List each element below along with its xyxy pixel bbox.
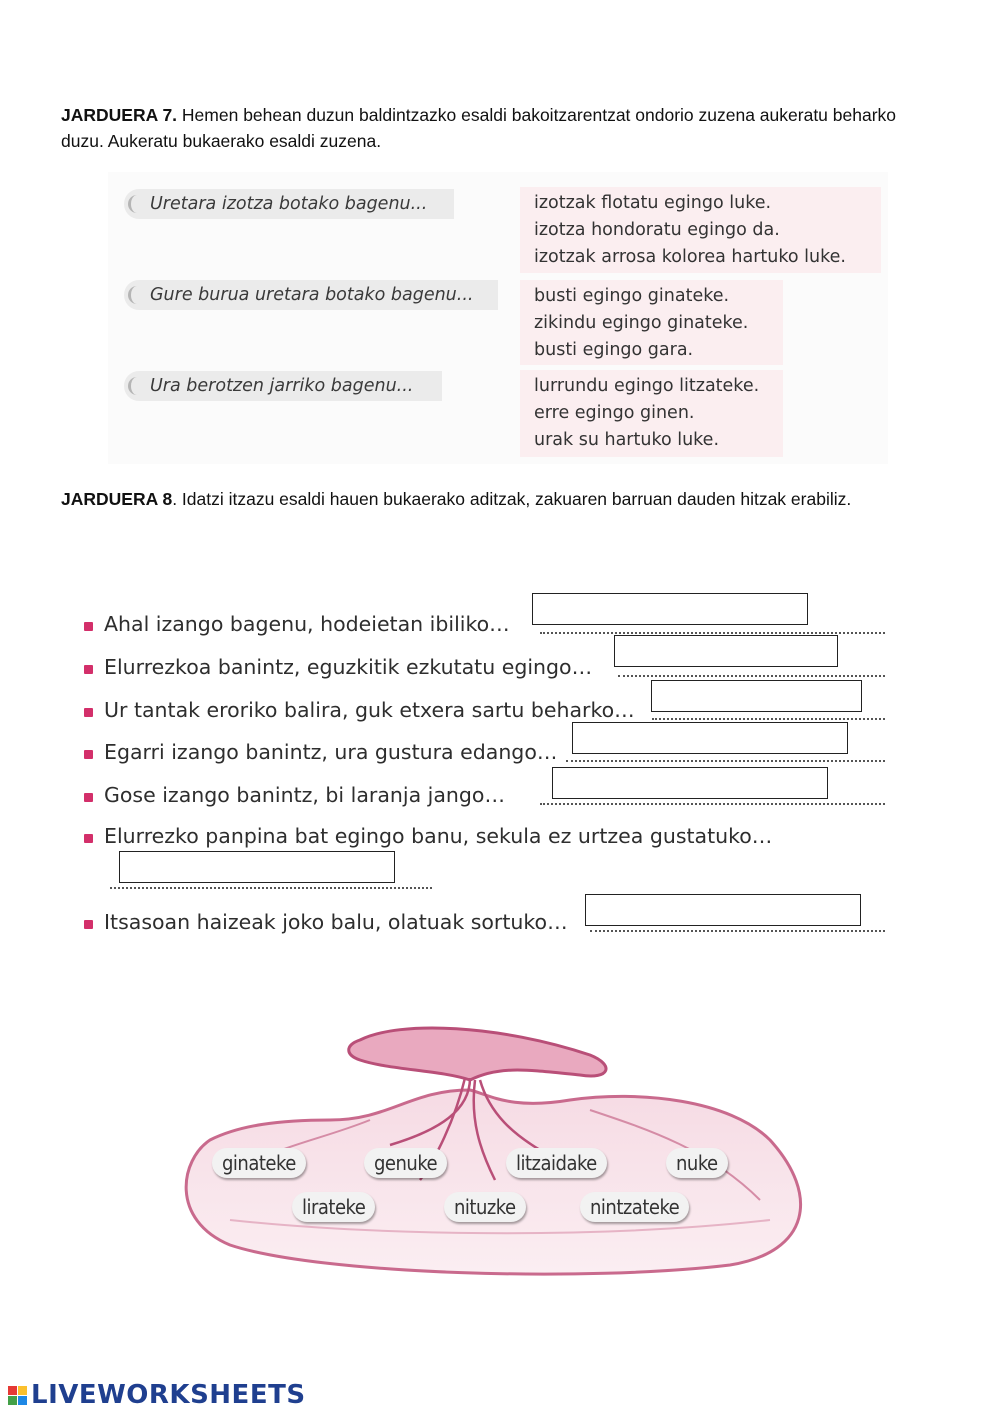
- sack-word-5[interactable]: lirateke: [292, 1192, 375, 1222]
- sentence-1: Ahal izango bagenu, hodeietan ibiliko…: [104, 612, 510, 636]
- sentence-4: Egarri izango banintz, ura gustura edango…: [104, 740, 558, 764]
- condition-3: Ura berotzen jarriko bagenu...: [124, 371, 442, 401]
- activity7-heading: JARDUERA 7.: [61, 105, 178, 125]
- answer-input-5[interactable]: [552, 767, 828, 799]
- answer-input-7[interactable]: [585, 894, 861, 926]
- answer-input-6[interactable]: [119, 851, 395, 883]
- answer-input-4[interactable]: [572, 722, 848, 754]
- bullet-2: [84, 665, 93, 674]
- condition-2: Gure burua uretara botako bagenu...: [124, 280, 498, 310]
- bullet-7: [84, 920, 93, 929]
- activity7-instruction: [61, 102, 939, 154]
- option-1-1[interactable]: izotzak flotatu egingo luke.: [534, 193, 772, 213]
- option-2-2[interactable]: zikindu egingo ginateke.: [534, 313, 749, 333]
- answer-input-1[interactable]: [532, 593, 808, 625]
- sack-word-2[interactable]: genuke: [364, 1148, 447, 1178]
- option-3-3[interactable]: urak su hartuko luke.: [534, 430, 720, 450]
- logo-blocks-icon: [8, 1386, 27, 1405]
- options-1: [520, 187, 881, 273]
- brand-name: LIVEWORKSHEETS: [31, 1380, 306, 1410]
- dotted-line-6: [110, 885, 432, 889]
- sack-word-1[interactable]: ginateke: [212, 1148, 306, 1178]
- answer-input-3[interactable]: [651, 680, 862, 712]
- bullet-3: [84, 708, 93, 717]
- option-1-2[interactable]: izotza hondoratu egingo da.: [534, 220, 780, 240]
- liveworksheets-logo: [8, 1380, 306, 1410]
- answer-input-2[interactable]: [614, 635, 838, 667]
- options-3: [520, 370, 783, 457]
- dotted-line-4: [566, 758, 885, 762]
- option-2-3[interactable]: busti egingo gara.: [534, 340, 694, 360]
- sentence-7: Itsasoan haizeak joko balu, olatuak sortuko…: [104, 910, 568, 934]
- sentence-5: Gose izango banintz, bi laranja jango…: [104, 783, 505, 807]
- condition-1: Uretara izotza botako bagenu...: [124, 189, 454, 219]
- sack-word-4[interactable]: nuke: [666, 1148, 728, 1178]
- sentence-2: Elurrezkoa banintz, eguzkitik ezkutatu egingo…: [104, 655, 593, 679]
- activity8-text: . Idatzi itzazu esaldi hauen bukaerako aditzak, zakuaren barruan dauden hitzak erabiliz.: [172, 489, 852, 509]
- bullet-6: [84, 834, 93, 843]
- options-2: [520, 280, 783, 365]
- sentence-6: Elurrezko panpina bat egingo banu, sekula ez urtzea gustatuko…: [104, 824, 773, 848]
- dotted-line-1: [540, 630, 885, 634]
- bullet-1: [84, 622, 93, 631]
- activity8-heading: JARDUERA 8: [61, 489, 173, 509]
- dotted-line-2: [618, 673, 885, 677]
- dotted-line-3: [652, 716, 885, 720]
- bullet-4: [84, 750, 93, 759]
- sack-word-7[interactable]: nintzateke: [580, 1192, 689, 1222]
- sentence-3: Ur tantak eroriko balira, guk etxera sartu beharko…: [104, 698, 635, 722]
- bullet-5: [84, 793, 93, 802]
- activity8-instruction: [61, 486, 939, 512]
- option-1-3[interactable]: izotzak arrosa kolorea hartuko luke.: [534, 247, 846, 267]
- option-2-1[interactable]: busti egingo ginateke.: [534, 286, 730, 306]
- option-3-2[interactable]: erre egingo ginen.: [534, 403, 695, 423]
- dotted-line-7: [590, 928, 885, 932]
- sack-word-6[interactable]: nituzke: [444, 1192, 526, 1222]
- dotted-line-5: [540, 801, 885, 805]
- option-3-1[interactable]: lurrundu egingo litzateke.: [534, 376, 760, 396]
- activity7-text: Hemen behean duzun baldintzazko esaldi bakoitzarentzat ondorio zuzena aukeratu beharko duzu. Aukeratu bukaerako esaldi zuzena.: [61, 105, 897, 151]
- sack-word-3[interactable]: litzaidake: [506, 1148, 607, 1178]
